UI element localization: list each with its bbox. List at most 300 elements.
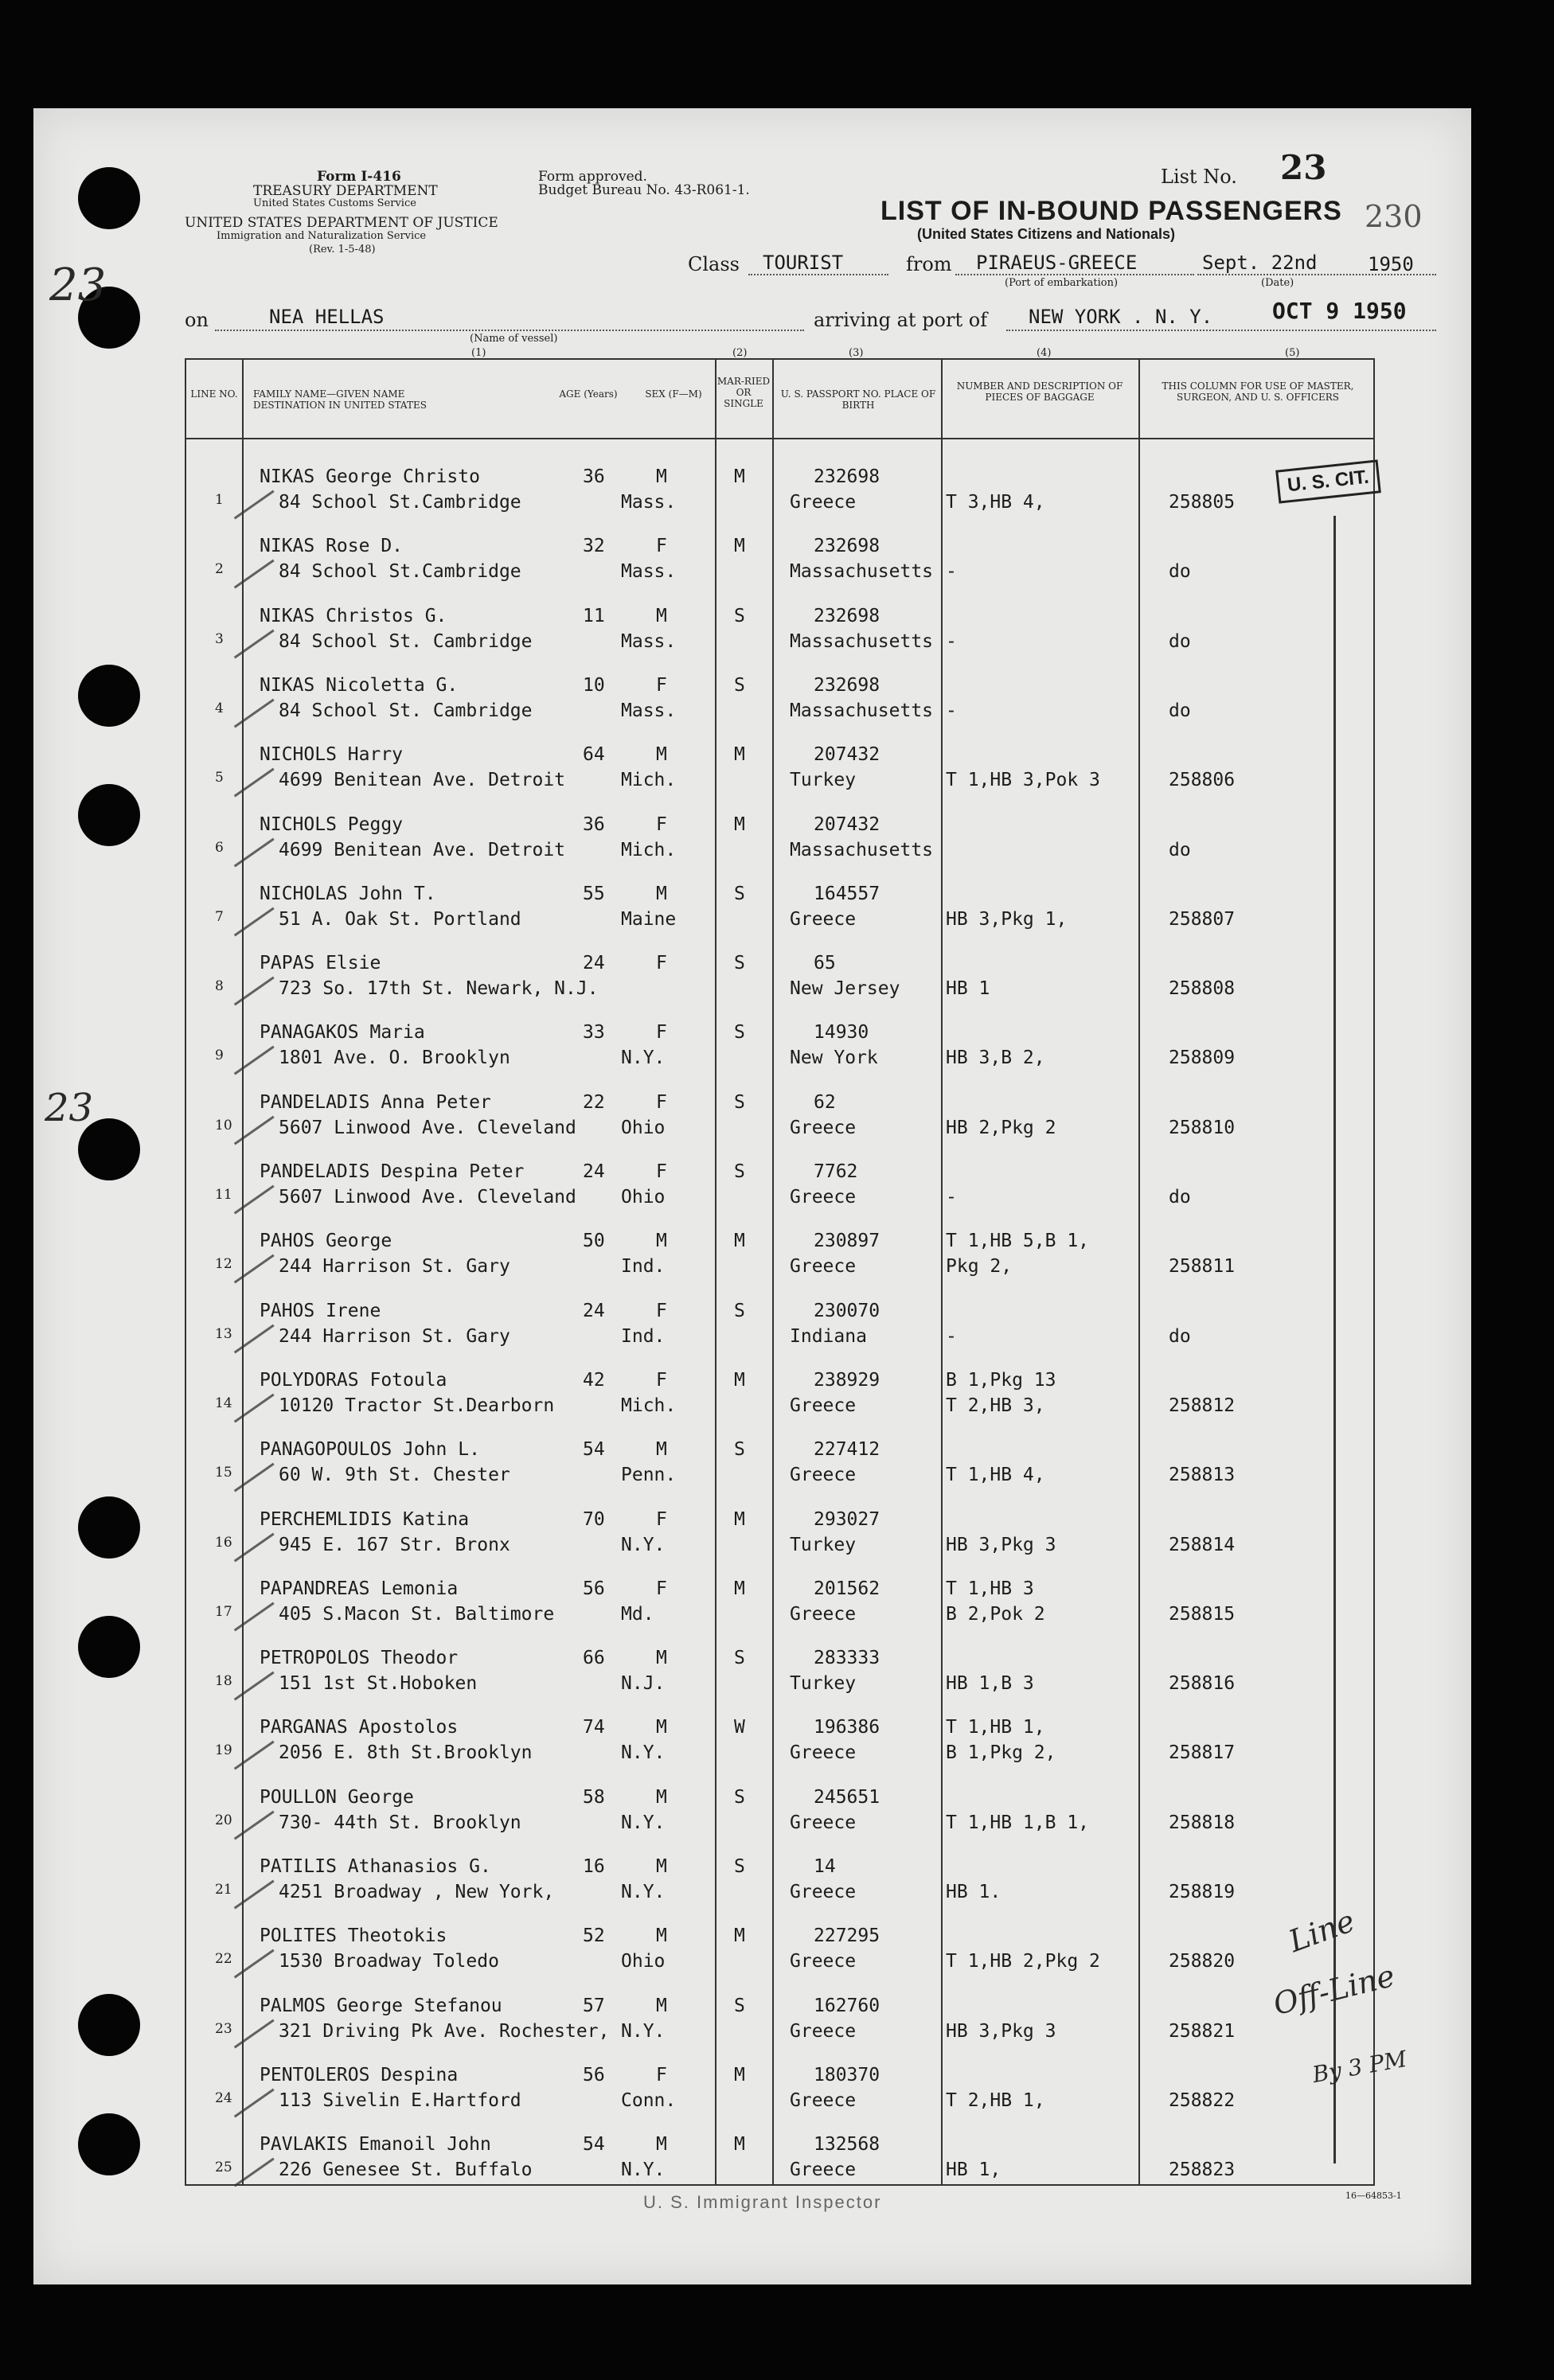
passport-number: 14 <box>814 1856 836 1877</box>
passenger-state: Conn. <box>621 2089 677 2111</box>
passenger-state: Md. <box>621 1603 654 1625</box>
col-header-name: FAMILY NAME—GIVEN NAME DESTINATION IN UNITED STATES <box>253 388 427 411</box>
vessel-name: NEA HELLAS <box>269 306 385 328</box>
line-number: 8 <box>215 978 224 995</box>
marital-status: M <box>734 744 745 766</box>
marital-status: M <box>734 813 745 835</box>
marital-status: M <box>734 1231 745 1252</box>
place-of-birth: Greece <box>790 492 857 513</box>
passenger-sex: F <box>656 813 667 835</box>
passport-number: 232698 <box>814 466 880 487</box>
passenger-sex: F <box>656 2064 667 2085</box>
justice-label: UNITED STATES DEPARTMENT OF JUSTICE <box>185 215 498 231</box>
place-of-birth: Turkey <box>790 1534 857 1555</box>
marital-status: S <box>734 605 745 626</box>
place-of-birth: Greece <box>790 1117 857 1138</box>
line-number: 1 <box>215 492 224 508</box>
passenger-age: 42 <box>583 1369 605 1391</box>
passenger-state: Mich. <box>621 770 677 791</box>
line-number: 16 <box>215 1534 232 1551</box>
date-caption: (Date) <box>1261 277 1294 289</box>
passport-number: 65 <box>814 953 836 974</box>
baggage-line-1: HB 3,Pkg 1, <box>946 908 1068 930</box>
officer-number: 258818 <box>1169 1812 1236 1833</box>
passenger-age: 33 <box>583 1022 605 1044</box>
officer-number: do <box>1169 700 1191 721</box>
passport-number: 293027 <box>814 1508 880 1530</box>
marital-status: M <box>734 2134 745 2156</box>
passenger-address: 405 S.Macon St. Baltimore <box>279 1603 555 1625</box>
passport-number: 238929 <box>814 1369 880 1391</box>
passenger-address: 51 A. Oak St. Portland <box>279 908 521 930</box>
list-number: 23 <box>1280 148 1327 187</box>
baggage-line-1: - <box>946 1325 957 1347</box>
check-mark-icon <box>206 1702 274 1770</box>
col-header-sex: SEX (F—M) <box>645 388 702 400</box>
baggage-line-1: T 1,HB 1,B 1, <box>946 1812 1090 1833</box>
inspector-caption: U. S. Immigrant Inspector <box>643 2192 882 2212</box>
baggage-line-1: T 3,HB 4, <box>946 492 1045 513</box>
baggage-line-1: - <box>946 700 957 721</box>
budget-bureau: Budget Bureau No. 43-R061-1. <box>538 182 750 198</box>
passport-number: 245651 <box>814 1786 880 1808</box>
place-of-birth: Greece <box>790 1187 857 1208</box>
passenger-address: 10120 Tractor St.Dearborn <box>279 1395 555 1416</box>
place-of-birth: Massachusetts <box>790 630 934 652</box>
baggage-line-1: T 1,HB 5,B 1, <box>946 1231 1090 1252</box>
check-mark-icon <box>206 451 274 519</box>
officer-number: 258809 <box>1169 1048 1236 1069</box>
officer-number: 258813 <box>1169 1465 1236 1486</box>
baggage-line-1: T 1,HB 3 <box>946 1578 1034 1599</box>
col-header-line: LINE NO. <box>190 388 238 400</box>
passenger-address: 4251 Broadway , New York, <box>279 1882 555 1902</box>
passenger-name: PATILIS Athanasios G. <box>260 1856 491 1877</box>
officer-number: 258814 <box>1169 1534 1236 1555</box>
passenger-name: PERCHEMLIDIS Katina <box>260 1508 470 1530</box>
passenger-address: 84 School St. Cambridge <box>279 630 533 652</box>
check-mark-icon <box>206 1076 274 1145</box>
officer-number: 258822 <box>1169 2089 1236 2111</box>
table-row <box>185 452 1375 521</box>
arrival-date-stamp: OCT 9 1950 <box>1272 298 1407 324</box>
passport-number: 283333 <box>814 1648 880 1669</box>
passenger-sex: F <box>656 1022 667 1044</box>
passenger-age: 58 <box>583 1786 605 1808</box>
baggage-line-1: T 1,HB 4, <box>946 1465 1045 1486</box>
passenger-age: 54 <box>583 1439 605 1461</box>
passenger-state: Mich. <box>621 1395 677 1416</box>
passenger-sex: M <box>656 744 667 766</box>
baggage-line-2: T 2,HB 3, <box>946 1395 1045 1416</box>
arrival-port: NEW YORK . N. Y. <box>1029 306 1213 328</box>
check-mark-icon <box>206 798 274 867</box>
officer-number: 258808 <box>1169 978 1236 1000</box>
embark-year: 1950 <box>1368 253 1414 275</box>
passport-number: 164557 <box>814 883 880 904</box>
passenger-address: 5607 Linwood Ave. Cleveland <box>279 1187 576 1208</box>
table-row <box>185 800 1375 869</box>
passenger-name: NICHOLAS John T. <box>260 883 436 904</box>
passenger-sex: F <box>656 1091 667 1113</box>
check-mark-icon <box>206 590 274 658</box>
check-mark-icon <box>206 1633 274 1701</box>
baggage-line-1: - <box>946 1187 957 1208</box>
line-number: 23 <box>215 2020 232 2037</box>
col-header-baggage: NUMBER AND DESCRIPTION OF PIECES OF BAGGAGE <box>956 380 1123 403</box>
place-of-birth: Massachusetts <box>790 561 934 583</box>
passenger-sex: M <box>656 1925 667 1947</box>
passenger-address: 244 Harrison St. Gary <box>279 1256 510 1278</box>
passenger-age: 56 <box>583 2064 605 2085</box>
check-mark-icon <box>206 1493 274 1562</box>
table-row <box>185 1008 1375 1077</box>
place-of-birth: Massachusetts <box>790 839 934 860</box>
passenger-address: 84 School St. Cambridge <box>279 700 533 721</box>
check-mark-icon <box>206 659 274 728</box>
passenger-sex: F <box>656 953 667 974</box>
line-number: 22 <box>215 1951 232 1968</box>
marital-status: S <box>734 1300 745 1321</box>
arriving-label: arriving at port of <box>814 309 988 331</box>
col-header-married: MAR-RIED OR SINGLE <box>716 376 771 409</box>
line-number: 20 <box>215 1812 232 1828</box>
passenger-name: PAPAS Elsie <box>260 953 381 974</box>
passenger-name: PAPANDREAS Lemonia <box>260 1578 459 1599</box>
place-of-birth: New Jersey <box>790 978 900 1000</box>
passenger-age: 74 <box>583 1717 605 1738</box>
officer-number: 258817 <box>1169 1742 1236 1764</box>
from-label: from <box>906 253 952 275</box>
place-of-birth: Turkey <box>790 770 857 791</box>
baggage-line-1: HB 2,Pkg 2 <box>946 1117 1056 1138</box>
place-of-birth: Greece <box>790 1603 857 1625</box>
treasury-label: TREASURY DEPARTMENT <box>253 183 438 199</box>
passenger-state: N.Y. <box>621 1812 666 1833</box>
check-mark-icon <box>206 1840 274 1909</box>
punch-hole <box>78 665 140 727</box>
passport-number: 62 <box>814 1091 836 1113</box>
officer-number: do <box>1169 839 1191 860</box>
signature-2: Off-Line <box>1269 1957 1399 2023</box>
passenger-age: 52 <box>583 1925 605 1947</box>
passenger-address: 60 W. 9th St. Chester <box>279 1465 510 1486</box>
line-number: 2 <box>215 561 224 578</box>
passenger-sex: F <box>656 1369 667 1391</box>
punch-hole <box>78 2113 140 2175</box>
col-header-passport: U. S. PASSPORT NO. PLACE OF BIRTH <box>780 388 936 411</box>
table-row <box>185 869 1375 938</box>
officer-number: 258806 <box>1169 770 1236 791</box>
check-mark-icon <box>206 1771 274 1840</box>
passenger-sex: M <box>656 1717 667 1738</box>
check-mark-icon <box>206 1007 274 1075</box>
line-number: 4 <box>215 700 224 716</box>
vessel-col-num: (1) <box>471 347 486 359</box>
passenger-address: 84 School St.Cambridge <box>279 561 521 583</box>
passenger-age: 24 <box>583 1161 605 1182</box>
marital-status: S <box>734 1786 745 1808</box>
passport-number: 227412 <box>814 1439 880 1461</box>
punch-hole <box>78 167 140 229</box>
baggage-line-2: B 1,Pkg 2, <box>946 1742 1056 1764</box>
officer-number: 258821 <box>1169 2020 1236 2042</box>
passenger-sex: F <box>656 674 667 696</box>
place-of-birth: Greece <box>790 1812 857 1833</box>
passenger-state: Mass. <box>621 700 677 721</box>
passenger-state: Mass. <box>621 561 677 583</box>
passport-number: 207432 <box>814 813 880 835</box>
check-mark-icon <box>206 521 274 589</box>
baggage-line-1: T 1,HB 2,Pkg 2 <box>946 1951 1100 1972</box>
table-row <box>185 938 1375 1008</box>
table-row <box>185 1703 1375 1772</box>
passenger-age: 22 <box>583 1091 605 1113</box>
baggage-line-1: - <box>946 630 957 652</box>
baggage-line-2: Pkg 2, <box>946 1256 1013 1278</box>
check-mark-icon <box>206 1354 274 1422</box>
port-embark-caption: (Port of embarkation) <box>1005 277 1119 289</box>
table-row <box>185 591 1375 661</box>
form-approved: Form approved. <box>538 169 647 185</box>
marital-status: S <box>734 1648 745 1669</box>
passport-number: 227295 <box>814 1925 880 1947</box>
check-mark-icon <box>206 1980 274 2048</box>
table-row <box>185 2050 1375 2120</box>
passenger-sex: F <box>656 1300 667 1321</box>
line-number: 18 <box>215 1673 232 1690</box>
passenger-address: 4699 Benitean Ave. Detroit <box>279 839 566 860</box>
place-of-birth: Greece <box>790 2020 857 2042</box>
punch-hole <box>78 784 140 846</box>
passenger-state: Ohio <box>621 1951 666 1972</box>
place-of-birth: Greece <box>790 1951 857 1972</box>
passenger-state: Ind. <box>621 1256 666 1278</box>
line-number: 24 <box>215 2089 232 2106</box>
baggage-line-1: T 1,HB 3,Pok 3 <box>946 770 1100 791</box>
col-header-age: AGE (Years) <box>559 388 618 400</box>
passport-number: 230070 <box>814 1300 880 1321</box>
table-row <box>185 730 1375 799</box>
passenger-state: Mass. <box>621 492 677 513</box>
signature-1: Line <box>1284 1902 1360 1960</box>
passenger-sex: M <box>656 466 667 487</box>
col-num-5: (5) <box>1285 347 1300 359</box>
line-number: 17 <box>215 1603 232 1620</box>
passenger-age: 32 <box>583 536 605 557</box>
check-mark-icon <box>206 2049 274 2117</box>
passport-number: 162760 <box>814 1995 880 2016</box>
passport-number: 196386 <box>814 1717 880 1738</box>
passenger-address: 5607 Linwood Ave. Cleveland <box>279 1117 576 1138</box>
baggage-line-1: HB 3,Pkg 3 <box>946 1534 1056 1555</box>
passenger-sex: M <box>656 883 667 904</box>
baggage-line-1: T 2,HB 1, <box>946 2089 1045 2111</box>
table-row <box>185 1286 1375 1356</box>
passenger-age: 36 <box>583 813 605 835</box>
passenger-age: 10 <box>583 674 605 696</box>
passenger-state: N.Y. <box>621 1882 666 1902</box>
officer-number: 258820 <box>1169 1951 1236 1972</box>
passport-number: 232698 <box>814 605 880 626</box>
baggage-line-1: B 1,Pkg 13 <box>946 1369 1056 1391</box>
marital-status: S <box>734 674 745 696</box>
check-mark-icon <box>206 938 274 1006</box>
passenger-name: NICHOLS Harry <box>260 744 404 766</box>
passenger-address: 723 So. 17th St. Newark, N.J. <box>279 978 599 1000</box>
baggage-line-2: B 2,Pok 2 <box>946 1603 1045 1625</box>
officer-number: do <box>1169 1187 1191 1208</box>
officer-number: 258812 <box>1169 1395 1236 1416</box>
check-mark-icon <box>206 868 274 936</box>
marital-status: M <box>734 1925 745 1947</box>
baggage-line-1: HB 1. <box>946 1882 1002 1902</box>
vessel-caption: (Name of vessel) <box>470 333 558 345</box>
passenger-state: N.J. <box>621 1673 666 1695</box>
passenger-address: 1801 Ave. O. Brooklyn <box>279 1048 510 1069</box>
place-of-birth: Greece <box>790 1742 857 1764</box>
table-row <box>185 1356 1375 1425</box>
passenger-state: Ohio <box>621 1117 666 1138</box>
passenger-address: 113 Sivelin E.Hartford <box>279 2089 521 2111</box>
table-row <box>185 1495 1375 1564</box>
passenger-age: 36 <box>583 466 605 487</box>
punch-hole <box>78 1616 140 1678</box>
passenger-sex: M <box>656 2134 667 2156</box>
check-mark-icon <box>206 1285 274 1353</box>
passenger-state: N.Y. <box>621 2160 666 2181</box>
place-of-birth: Greece <box>790 1882 857 1902</box>
marital-status: M <box>734 536 745 557</box>
table-row <box>185 1147 1375 1216</box>
line-number: 21 <box>215 1882 232 1898</box>
passenger-age: 56 <box>583 1578 605 1599</box>
marital-status: S <box>734 1091 745 1113</box>
passport-number: 207432 <box>814 744 880 766</box>
passenger-address: 244 Harrison St. Gary <box>279 1325 510 1347</box>
port-of-embarkation: PIRAEUS-GREECE <box>976 252 1138 274</box>
page-mark: 230 <box>1365 199 1423 234</box>
check-mark-icon <box>206 2119 274 2187</box>
marital-status: M <box>734 2064 745 2085</box>
margin-note-23: 23 <box>49 259 107 311</box>
us-citizen-stamp: U. S. CIT. <box>1275 459 1380 503</box>
table-row <box>185 2120 1375 2189</box>
officer-number: 258823 <box>1169 2160 1236 2181</box>
passenger-name: PALMOS George Stefanou <box>260 1995 502 2016</box>
passenger-state: N.Y. <box>621 1048 666 1069</box>
passenger-name: PAVLAKIS Emanoil John <box>260 2134 491 2156</box>
signature-3: By 3 PM <box>1310 2045 1409 2089</box>
line-number: 10 <box>215 1117 232 1133</box>
passenger-state: N.Y. <box>621 1742 666 1764</box>
passenger-age: 66 <box>583 1648 605 1669</box>
officer-number: 258819 <box>1169 1882 1236 1902</box>
marital-status: S <box>734 1995 745 2016</box>
line-number: 15 <box>215 1465 232 1481</box>
passport-number: 14930 <box>814 1022 869 1044</box>
line-number: 5 <box>215 770 224 786</box>
passenger-name: POULLON George <box>260 1786 414 1808</box>
baggage-line-1: HB 3,B 2, <box>946 1048 1045 1069</box>
passenger-age: 54 <box>583 2134 605 2156</box>
margin-note-23: 23 <box>45 1086 94 1130</box>
passenger-name: POLYDORAS Fotoula <box>260 1369 447 1391</box>
marital-status: S <box>734 1161 745 1182</box>
passenger-sex: M <box>656 1648 667 1669</box>
passenger-age: 24 <box>583 1300 605 1321</box>
passenger-age: 24 <box>583 953 605 974</box>
baggage-line-1: - <box>946 561 957 583</box>
passenger-sex: F <box>656 1161 667 1182</box>
place-of-birth: Greece <box>790 1465 857 1486</box>
officer-number: 258805 <box>1169 492 1236 513</box>
ins-label: Immigration and Naturalization Service <box>217 230 427 242</box>
passenger-address: 151 1st St.Hoboken <box>279 1673 478 1695</box>
place-of-birth: Greece <box>790 1395 857 1416</box>
line-number: 12 <box>215 1256 232 1273</box>
passenger-sex: M <box>656 1231 667 1252</box>
table-row <box>185 1633 1375 1703</box>
passenger-name: PAHOS Irene <box>260 1300 381 1321</box>
officer-number: do <box>1169 561 1191 583</box>
passport-number: 132568 <box>814 2134 880 2156</box>
passport-number: 232698 <box>814 674 880 696</box>
passenger-state: N.Y. <box>621 1534 666 1555</box>
passenger-name: NICHOLS Peggy <box>260 813 404 835</box>
line-number: 6 <box>215 839 224 856</box>
passenger-name: PAHOS George <box>260 1231 392 1252</box>
passenger-name: NIKAS Rose D. <box>260 536 404 557</box>
place-of-birth: Turkey <box>790 1673 857 1695</box>
passport-number: 180370 <box>814 2064 880 2085</box>
passenger-name: NIKAS George Christo <box>260 466 480 487</box>
punch-hole <box>78 1994 140 2056</box>
page-title: LIST OF IN-BOUND PASSENGERS <box>880 196 1342 226</box>
table-row <box>185 661 1375 730</box>
baggage-line-1: HB 1,B 3 <box>946 1673 1034 1695</box>
line-number: 3 <box>215 630 224 647</box>
check-mark-icon <box>206 1424 274 1492</box>
check-mark-icon <box>206 1910 274 1979</box>
line-number: 13 <box>215 1325 232 1342</box>
passenger-sex: F <box>656 1508 667 1530</box>
passenger-name: PENTOLEROS Despina <box>260 2064 459 2085</box>
passenger-state: Maine <box>621 908 677 930</box>
class-label: Class <box>688 253 740 275</box>
passenger-state: N.Y. <box>621 2020 666 2042</box>
passport-number: 230897 <box>814 1231 880 1252</box>
passenger-state: Penn. <box>621 1465 677 1486</box>
passport-number: 7762 <box>814 1161 858 1182</box>
passenger-age: 57 <box>583 1995 605 2016</box>
check-mark-icon <box>206 729 274 798</box>
footer-code: 16—64853-1 <box>1345 2191 1402 2201</box>
embark-date: Sept. 22nd <box>1202 252 1318 274</box>
table-row <box>185 1981 1375 2050</box>
class-value: TOURIST <box>763 252 844 274</box>
customs-label: United States Customs Service <box>253 197 416 209</box>
col-num-2: (2) <box>732 347 748 359</box>
passenger-age: 64 <box>583 744 605 766</box>
place-of-birth: Greece <box>790 2089 857 2111</box>
place-of-birth: Greece <box>790 1256 857 1278</box>
passenger-name: POLITES Theotokis <box>260 1925 447 1947</box>
passenger-name: PARGANAS Apostolos <box>260 1717 459 1738</box>
page-subtitle: (United States Citizens and Nationals) <box>917 226 1176 242</box>
line-number: 14 <box>215 1395 232 1411</box>
passenger-name: PANDELADIS Despina Peter <box>260 1161 525 1182</box>
